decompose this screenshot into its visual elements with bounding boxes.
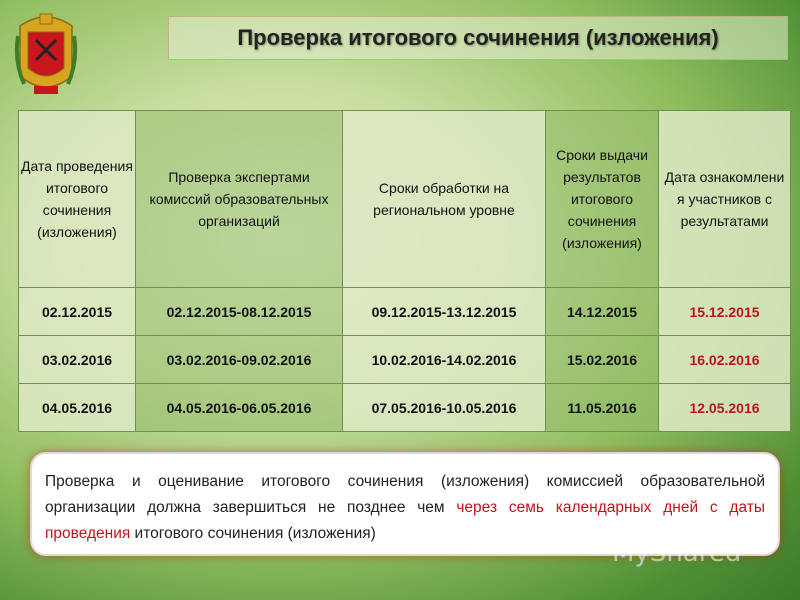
note-text-end: итогового сочинения (изложения) <box>130 525 376 542</box>
table-cell: 12.05.2016 <box>659 384 791 432</box>
table-cell: 10.02.2016-14.02.2016 <box>343 336 546 384</box>
watermark-text: MyShared <box>612 538 742 568</box>
coat-of-arms-icon <box>14 6 78 100</box>
table-cell: 03.02.2016 <box>19 336 136 384</box>
header-expert-check: Проверка экспертами комиссий образовательных организаций <box>136 111 343 288</box>
title-box <box>168 16 788 60</box>
header-exam-date: Дата проведения итогового сочинения (изложения) <box>19 111 136 288</box>
table-cell: 02.12.2015-08.12.2015 <box>136 288 343 336</box>
schedule-table <box>18 110 791 432</box>
table-row <box>19 384 791 432</box>
table-cell: 15.02.2016 <box>546 336 659 384</box>
table-cell: 16.02.2016 <box>659 336 791 384</box>
table-cell: 04.05.2016-06.05.2016 <box>136 384 343 432</box>
table-cell: 04.05.2016 <box>19 384 136 432</box>
header-familiarization-date: Дата ознакомлени я участников с результатами <box>659 111 791 288</box>
table-cell: 11.05.2016 <box>546 384 659 432</box>
table-row <box>19 336 791 384</box>
table-cell: 03.02.2016-09.02.2016 <box>136 336 343 384</box>
header-regional-processing: Сроки обработки на региональном уровне <box>343 111 546 288</box>
table-cell: 15.12.2015 <box>659 288 791 336</box>
note-text: Проверка и оценивание итогового сочинения (изложения) комиссией образовательной организации должна завершиться не позднее чем <box>45 473 765 516</box>
table-row <box>19 288 791 336</box>
slide-title: Проверка итогового сочинения (изложения) <box>237 25 719 50</box>
table-header-row <box>19 111 791 288</box>
watermark <box>612 538 741 568</box>
header-results-issue: Сроки выдачи результатов итогового сочинения (изложения) <box>546 111 659 288</box>
table-cell: 02.12.2015 <box>19 288 136 336</box>
table-cell: 09.12.2015-13.12.2015 <box>343 288 546 336</box>
note-highlight: через семь календарных дней с даты проведения <box>45 499 765 542</box>
table-cell: 14.12.2015 <box>546 288 659 336</box>
table-cell: 07.05.2016-10.05.2016 <box>343 384 546 432</box>
